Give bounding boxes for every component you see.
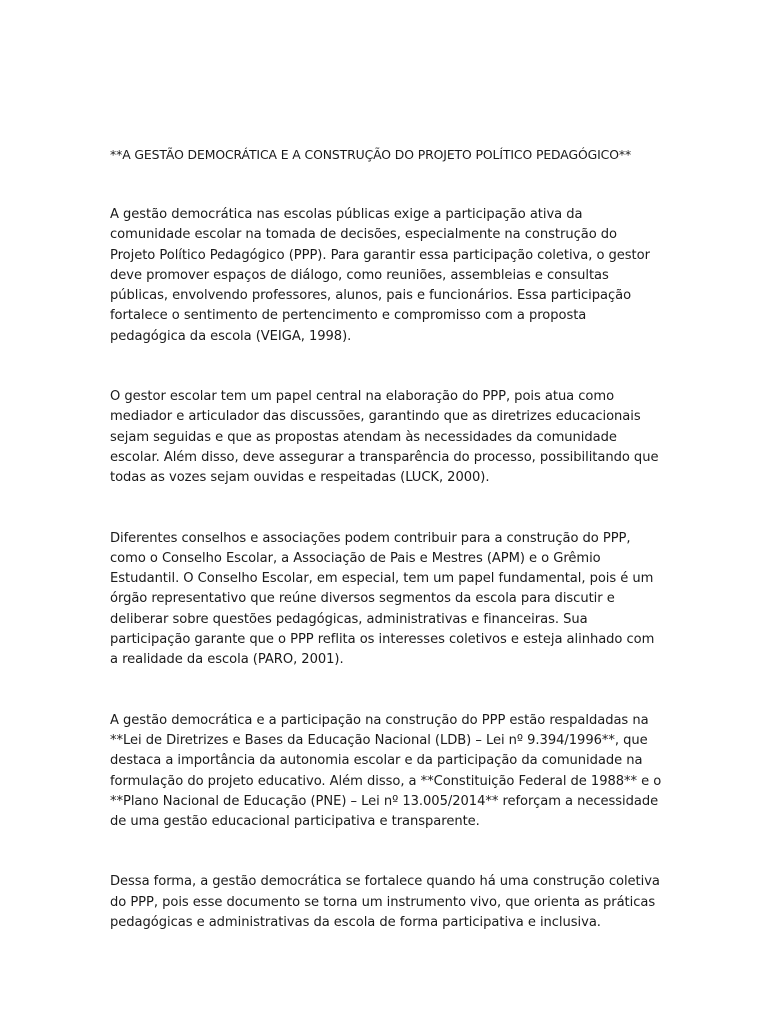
paragraph: A gestão democrática nas escolas públicas exige a participação ativa da comunidade escolar na tomada de decisões, especialmente na construção do Projeto Político Pedagógico (PPP). Para garantir essa participação coletiva, o gestor deve promover espaços de diálogo, como reuniões, assembleias e consultas públicas, envolvendo professores, alunos, pais e funcionários. Essa participação fortalece o sentimento de pertencimento e compromisso com a proposta pedagógica da escola (VEIGA, 1998). [110, 207, 650, 344]
document-title: **A GESTÃO DEMOCRÁTICA E A CONSTRUÇÃO DO PROJETO POLÍTICO PEDAGÓGICO** [110, 147, 632, 162]
paragraph: Dessa forma, a gestão democrática se fortalece quando há uma construção coletiva do PPP, pois esse documento se torna um instrumento vivo, que orienta as práticas pedagógicas e administrativas da escola de forma participativa e inclusiva. [110, 874, 660, 931]
paragraph: O gestor escolar tem um papel central na elaboração do PPP, pois atua como mediador e articulador das discussões, garantindo que as diretrizes educacionais sejam seguidas e que as propostas atendam às necessidades da comunidade escolar. Além disso, deve assegurar a transparência do processo, possibilitando que todas as vozes sejam ouvidas e respeitadas (LUCK, 2000). [110, 389, 659, 486]
document-body [110, 145, 662, 973]
paragraph: A gestão democrática e a participação na construção do PPP estão respaldadas na **Lei de Diretrizes e Bases da Educação Nacional (LDB) – Lei nº 9.394/1996**, que destaca a importância da autonomia escolar e da participação da comunidade na formulação do projeto educativo. Além disso, a **Constituição Federal de 1988** e o **Plano Nacional de Educação (PNE) – Lei nº 13.005/2014** reforçam a necessidade de uma gestão educacional participativa e transparente. [110, 712, 662, 830]
paragraph: Diferentes conselhos e associações podem contribuir para a construção do PPP, como o Conselho Escolar, a Associação de Pais e Mestres (APM) e o Grêmio Estudantil. O Conselho Escolar, em especial, tem um papel fundamental, pois é um órgão representativo que reúne diversos segmentos da escola para discutir e deliberar sobre questões pedagógicas, administrativas e financeiras. Sua participação garante que o PPP reflita os interesses coletivos e esteja alinhado com a realidade da escola (PARO, 2001). [110, 530, 655, 668]
